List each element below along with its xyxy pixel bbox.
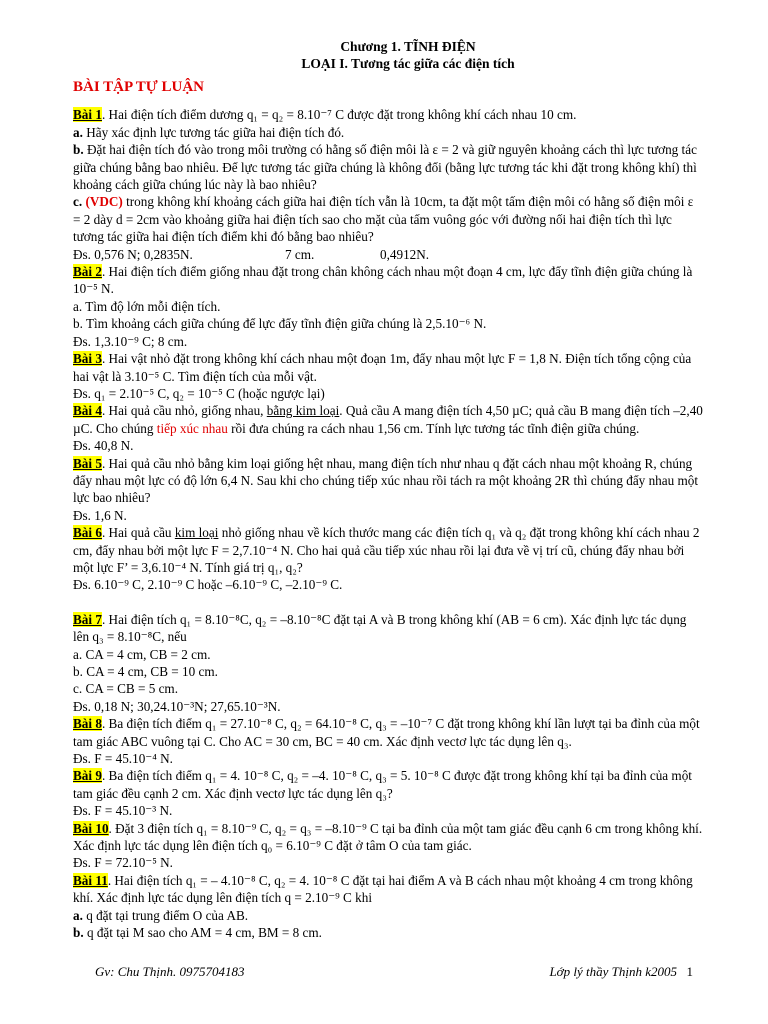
exercise-8 [73,715,703,750]
exercise-label: Bài 3 [73,351,102,367]
exercise-2-part-a: a. Tìm độ lớn mỗi điện tích. [73,298,221,314]
part-text: q đặt tại M sao cho AM = 4 cm, BM = 8 cm. [83,925,322,941]
exercise-stem: . Ba điện tích điểm q₁ = 27.10⁻⁸ C, q₂ = 64.10⁻⁸ C, q₃ = –10⁻⁷ C đặt trong không khí lần lượt tại ba đỉnh của một tam giác ABC vuông tại C. Cho AC = 30 cm, BC = 40 cm. Xác định vectơ lực tác dụng lên q₃. [73,716,700,749]
chapter-title: Chương 1. TĨNH ĐIỆN [340,39,476,54]
exercise-stem: . Hai quả cầu [101,525,175,541]
exercise-label: Bài 5 [73,455,102,471]
exercise-9-answer: Đs. F = 45.10⁻³ N. [73,803,173,819]
exercise-10-answer: Đs. F = 72.10⁻⁵ N. [73,855,173,871]
exercise-7-answer: Đs. 0,18 N; 30,24.10⁻³N; 27,65.10⁻³N. [73,698,281,714]
underlined-text: bằng kim loại [266,403,340,419]
exercise-5 [73,455,703,507]
part-label: a. [73,124,83,140]
vdc-tag: (VDC) [82,194,123,210]
part-text: Hãy xác định lực tương tác giữa hai điện tích đó. [82,124,345,140]
exercise-4-answer: Đs. 40,8 N. [73,438,134,454]
part-text: Đặt hai điện tích đó vào trong môi trường có hằng số điện môi là ε = 2 và giữ nguyên khoảng cách thì lực tương tác giữa chúng bằng bao nhiêu. Để lực tương tác giữa chúng là không đổi (bằng lực tương tác khi đặt trong không khí) thì khoảng cách giữa chúng lúc này là bao nhiêu? [73,142,697,193]
exercise-label: Bài 11 [73,872,108,888]
exercise-7 [73,611,703,646]
exercise-5-answer: Đs. 1,6 N. [73,507,127,523]
part-text: trong không khí khoảng cách giữa hai điện tích vẫn là 10cm, ta đặt một tấm điện môi có hằng số điện môi ε = 2 dày d = 2cm vào khoảng giữa hai điện tích sao cho mặt của tấm vuông góc với đường nối hai điện tích thì lực tương tác giữa hai điện tích điểm khi đó bằng bao nhiêu? [73,194,694,245]
exercise-stem: . Quả cầu A mang điện tích 4,50 µC; quả cầu B mang điện tích –2,40 µC. Cho chúng [73,403,703,436]
exercise-2 [73,263,703,298]
exercise-label: Bài 7 [73,611,102,627]
exercise-label: Bài 2 [73,264,102,280]
exercise-1-part-b [73,141,703,193]
exercise-9 [73,767,703,802]
exercise-1-part-c [73,193,703,245]
exercise-label: Bài 1 [73,107,102,123]
exercise-2-part-b: b. Tìm khoảng cách giữa chúng để lực đẩy tĩnh điện giữa chúng là 2,5.10⁻⁶ N. [73,316,487,332]
part-label: b. [73,142,84,158]
type-title: LOẠI I. Tương tác giữa các điện tích [301,56,515,71]
exercise-stem: nhỏ giống nhau về kích thước mang các điện tích q₁ và q₂ đặt trong không khí cách nhau 2 cm, đẩy nhau bởi một lực F = 2,7.10⁻⁴ N. Cho hai quả cầu tiếp xúc nhau rồi lại đưa về vị trí cũ, chúng đẩy nhau bởi một lực F’ = 3,6.10⁻⁴ N. Tính giá trị q₁, q₂? [73,525,700,575]
footer-teacher: Gv: Chu Thịnh. 0975704183 [95,964,245,979]
answer-text: 0,4912N. [380,246,430,262]
exercise-stem: . Hai điện tích điểm dương q₁ = q₂ = 8.10⁻⁷ C được đặt trong không khí cách nhau 10 cm. [101,107,577,123]
exercise-3 [73,350,703,385]
exercise-stem: . Hai vật nhỏ đặt trong không khí cách nhau một đoạn 1m, đẩy nhau một lực F = 1,8 N. Điện tích tổng cộng của hai vật là 3.10⁻⁵ C. Tìm điện tích của mỗi vật. [73,351,692,384]
exercise-2-answer: Đs. 1,3.10⁻⁹ C; 8 cm. [73,333,188,349]
spacer [73,594,703,611]
part-text: q đặt tại trung điểm O của AB. [82,907,249,923]
exercise-1-part-a [73,124,703,141]
exercise-label: Bài 8 [73,716,102,732]
document-page [73,38,703,942]
exercise-label: Bài 6 [73,525,102,541]
exercise-label: Bài 9 [73,768,102,784]
exercise-stem: rồi đưa chúng ra cách nhau 1,56 cm. Tính lực tương tác tĩnh điện giữa chúng. [227,420,640,436]
exercise-3-answer: Đs. q₁ = 2.10⁻⁵ C, q₂ = 10⁻⁵ C (hoặc ngược lại) [73,385,325,401]
part-label: a. [73,907,83,923]
exercise-7-part-a: a. CA = 4 cm, CB = 2 cm. [73,646,211,662]
exercise-8-answer: Đs. F = 45.10⁻⁴ N. [73,751,173,767]
highlighted-text: tiếp xúc nhau [156,420,228,436]
part-label: b. [73,925,84,941]
exercise-label: Bài 4 [73,403,102,419]
section-title: BÀI TẬP TỰ LUẬN [73,79,205,95]
exercise-stem: . Hai quả cầu nhỏ bằng kim loại giống hệt nhau, mang điện tích như nhau q đặt cách nhau một khoảng R, chúng đẩy nhau một lực có độ lớn 6,4 N. Sau khi cho chúng tiếp xúc nhau rồi tách ra một khoảng 2R thì chúng đẩy nhau một lực bao nhiêu? [73,455,699,506]
exercise-4 [73,402,703,437]
answer-text: Đs. 0,576 N; 0,2835N. [73,246,193,262]
exercise-11-part-b [73,924,703,941]
exercise-label: Bài 10 [73,820,109,836]
exercise-1 [73,106,703,123]
exercise-stem: . Hai điện tích q₁ = 8.10⁻⁸C, q₂ = –8.10⁻⁸C đặt tại A và B trong không khí (AB = 6 cm). Xác định lực tác dụng lên q₃ = 8.10⁻⁸C, nếu [73,611,687,645]
exercise-7-part-b: b. CA = 4 cm, CB = 10 cm. [73,664,218,679]
exercise-7-part-c: c. CA = CB = 5 cm. [73,681,178,697]
exercise-stem: . Hai điện tích q₁ = – 4.10⁻⁸ C, q₂ = 4. 10⁻⁸ C đặt tại hai điểm A và B cách nhau một khoảng 4 cm trong không khí. Xác định lực tác dụng lên điện tích q = 2.10⁻⁹ C khi [73,872,693,906]
part-label: c. [73,194,83,210]
exercise-stem: . Hai điện tích điểm giống nhau đặt trong chân không cách nhau một đoạn 4 cm, lực đẩy tĩnh điện giữa chúng là 10⁻⁵ N. [73,264,693,297]
exercise-stem: . Ba điện tích điểm q₁ = 4. 10⁻⁸ C, q₂ = –4. 10⁻⁸ C, q₃ = 5. 10⁻⁸ C được đặt trong không khí tại ba đỉnh của một tam giác đều cạnh 2 cm. Xác định vectơ lực tác dụng lên q₃? [73,768,692,801]
exercise-6 [73,524,703,576]
exercise-6-answer: Đs. 6.10⁻⁹ C, 2.10⁻⁹ C hoặc –6.10⁻⁹ C, –2.10⁻⁹ C. [73,577,343,593]
exercise-10 [73,820,703,855]
exercise-stem: . Hai quả cầu nhỏ, giống nhau, [101,403,267,419]
footer-class: Lớp lý thầy Thịnh k2005 [549,964,677,979]
exercise-11-part-a [73,907,703,924]
exercise-1-answer [73,246,703,263]
exercise-stem: . Đặt 3 điện tích q₁ = 8.10⁻⁹ C, q₂ = q₃ = –8.10⁻⁹ C tại ba đỉnh của một tam giác đều cạnh 6 cm trong không khí. Xác định lực tác dụng lên điện tích q₀ = 6.10⁻⁹ C đặt ở tâm O của tam giác. [73,820,703,854]
page-number: 1 [686,964,693,979]
exercise-11 [73,872,703,907]
underlined-text: kim loại [174,525,219,541]
answer-text: 7 cm. [285,246,315,262]
